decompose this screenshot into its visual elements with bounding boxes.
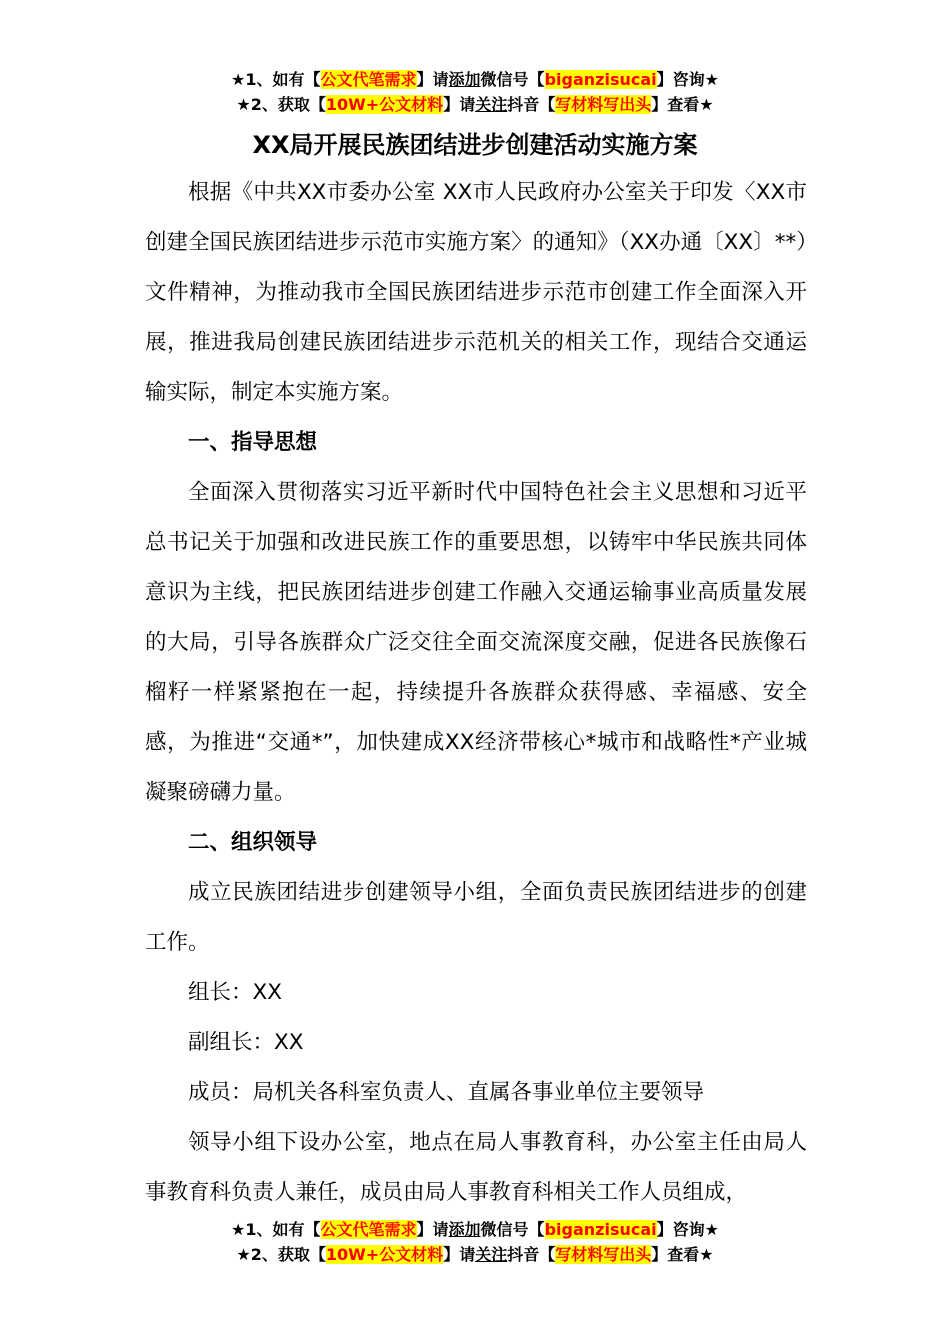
document-body: [145, 168, 807, 1218]
banner-text: 】咨询★: [656, 70, 719, 89]
banner-underline: 添加: [448, 70, 481, 89]
banner-text: 】查看★: [651, 1245, 714, 1264]
banner-highlight: 写材料写出头: [555, 1245, 652, 1264]
banner-text: ★1、如有【: [231, 1220, 321, 1239]
banner-text: 】请: [416, 1220, 449, 1239]
organization-paragraph: 成立民族团结进步创建领导小组，全面负责民族团结进步的创建工作。: [145, 880, 807, 955]
deputy-leader-line: 副组长：XX: [188, 1030, 304, 1055]
banner-highlight: 公文代笔需求: [320, 70, 417, 89]
header-banner: [0, 67, 950, 117]
intro-paragraph: 根据《中共XX市委办公室 XX市人民政府办公室关于印发〈XX市创建全国民族团结进步示范市实施方案〉的通知》（XX办通〔XX〕**）文件精神，为推动我市全国民族团结进步示范市创建工作全面深入开展，推进我局创建民族团结进步示范机关的相关工作，现结合交通运输实际，制定本实施方案。: [145, 180, 807, 405]
banner-underline: 添加: [448, 1220, 481, 1239]
banner-text: ★2、获取【: [236, 1245, 326, 1264]
office-paragraph: 领导小组下设办公室，地点在局人事教育科，办公室主任由局人事教育科负责人兼任，成员由局人事教育科相关工作人员组成，: [145, 1130, 807, 1205]
leader-line: 组长：XX: [188, 980, 282, 1005]
section-heading-guiding-thought: 一、指导思想: [188, 430, 318, 455]
banner-text: ★2、获取【: [236, 95, 326, 114]
banner-line-1: [0, 1217, 950, 1242]
banner-highlight: biganzisucai: [544, 70, 657, 89]
banner-underline: 关注: [475, 1245, 508, 1264]
banner-highlight: 公文代笔需求: [320, 1220, 417, 1239]
banner-line-2: [0, 92, 950, 117]
banner-highlight: biganzisucai: [544, 1220, 657, 1239]
banner-text: 】查看★: [651, 95, 714, 114]
section-heading-organization: 二、组织领导: [188, 830, 318, 855]
footer-banner: [0, 1217, 950, 1267]
banner-text: 微信号【: [480, 70, 545, 89]
banner-text: 抖音【: [507, 1245, 556, 1264]
banner-text: 】请: [443, 95, 476, 114]
banner-text: 微信号【: [480, 1220, 545, 1239]
banner-highlight: 写材料写出头: [555, 95, 652, 114]
banner-line-2: [0, 1242, 950, 1267]
guiding-thought-paragraph: 全面深入贯彻落实习近平新时代中国特色社会主义思想和习近平总书记关于加强和改进民族工作的重要思想，以铸牢中华民族共同体意识为主线，把民族团结进步创建工作融入交通运输事业高质量发展的大局，引导各族群众广泛交往全面交流深度交融，促进各民族像石榴籽一样紧紧抱在一起，持续提升各族群众获得感、幸福感、安全感，为推进“交通*”，加快建成XX经济带核心*城市和战略性*产业城凝聚磅礴力量。: [145, 480, 807, 805]
document-title: XX局开展民族团结进步创建活动实施方案: [252, 131, 698, 159]
members-line: 成员：局机关各科室负责人、直属各事业单位主要领导: [188, 1080, 705, 1105]
banner-text: 】咨询★: [656, 1220, 719, 1239]
banner-text: 】请: [416, 70, 449, 89]
banner-highlight: 10W+公文材料: [325, 95, 444, 114]
banner-text: 抖音【: [507, 95, 556, 114]
banner-text: ★1、如有【: [231, 70, 321, 89]
banner-line-1: [0, 67, 950, 92]
banner-underline: 关注: [475, 95, 508, 114]
banner-text: 】请: [443, 1245, 476, 1264]
banner-highlight: 10W+公文材料: [325, 1245, 444, 1264]
